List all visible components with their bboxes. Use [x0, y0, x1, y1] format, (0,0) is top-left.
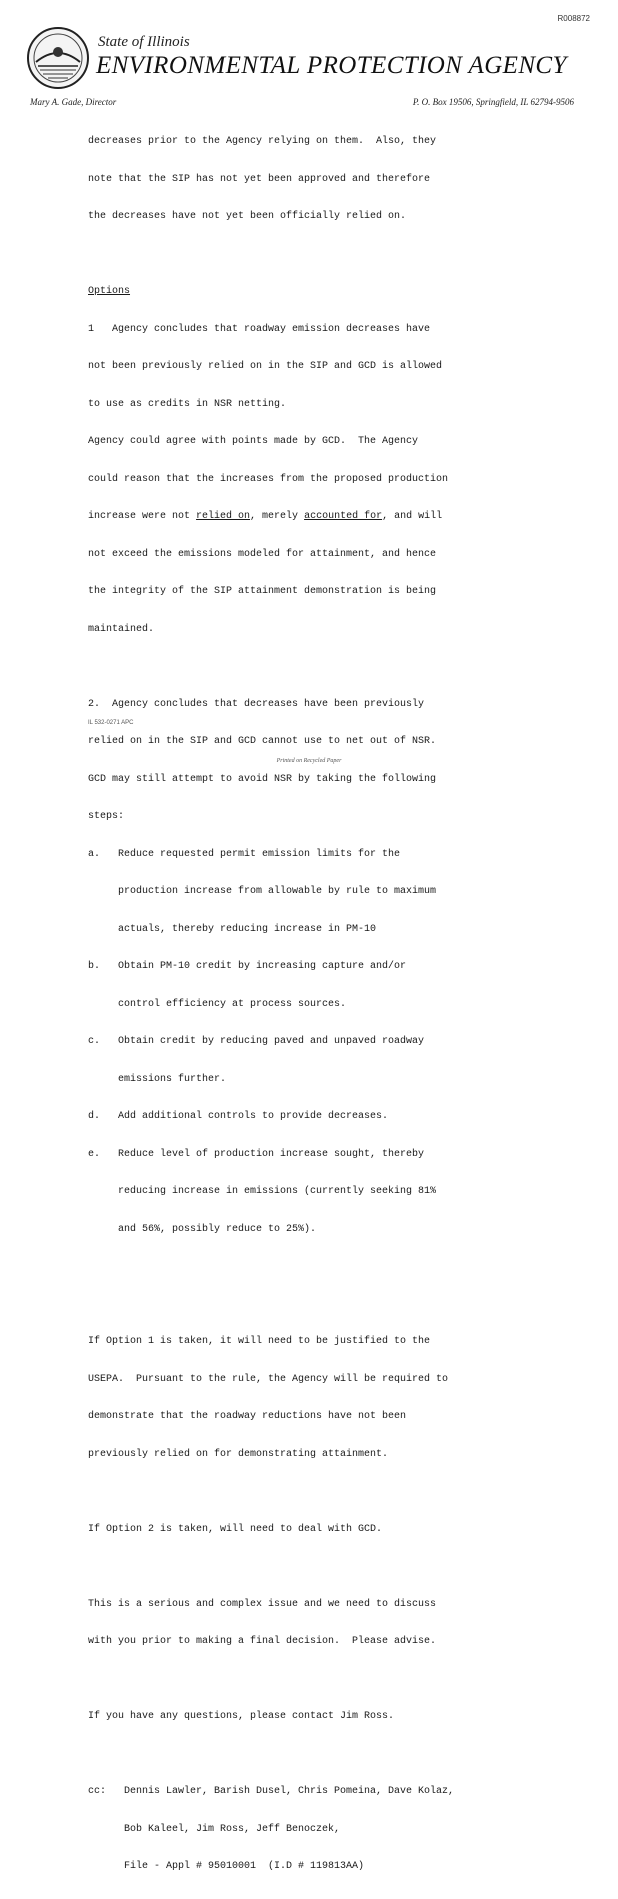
option1-line: not exceed the emissions modeled for attainment, and hence: [88, 548, 437, 560]
agency-address: P. O. Box 19506, Springfield, IL 62794-9506: [412, 97, 574, 107]
closing1-line: demonstrate that the roadway reductions have not been: [88, 1411, 407, 1422]
step-line: a. Reduce requested permit emission limits for the: [88, 848, 401, 860]
closing1-line: previously relied on for demonstrating attainment.: [88, 1448, 389, 1460]
cc-line: Bob Kaleel, Jim Ross, Jeff Benoczek,: [88, 1823, 341, 1835]
step-line: production increase from allowable by rule to maximum: [88, 886, 437, 897]
intro-line: note that the SIP has not yet been approved and therefore: [88, 173, 431, 185]
options-heading: Options: [88, 286, 131, 297]
option1-line-underlined: increase were not relied on, merely accounted for, and will: [88, 511, 443, 522]
option1-line: to use as credits in NSR netting.: [88, 398, 287, 410]
step-line: actuals, thereby reducing increase in PM-10: [88, 923, 377, 935]
step-line: b. Obtain PM-10 credit by increasing capture and/or: [88, 961, 407, 972]
option2-line: relied on in the SIP and GCD cannot use to net out of NSR.: [88, 736, 437, 747]
option1-line: Agency could agree with points made by GCD. The Agency: [88, 436, 419, 447]
option1-line: 1 Agency concludes that roadway emission decreases have: [88, 323, 431, 335]
form-code: IL 532-0271 APC: [88, 720, 134, 726]
option1-line: could reason that the increases from the proposed production: [88, 473, 449, 485]
document-id: R008872: [557, 14, 590, 23]
closing1-line: USEPA. Pursuant to the rule, the Agency will be required to: [88, 1373, 449, 1385]
step-line: control efficiency at process sources.: [88, 998, 347, 1010]
step-line: c. Obtain credit by reducing paved and unpaved roadway: [88, 1036, 425, 1047]
step-line: and 56%, possibly reduce to 25%).: [88, 1223, 317, 1235]
cc-line: File - Appl # 95010001 (I.D # 119813AA): [88, 1861, 365, 1872]
illinois-epa-seal-logo: [26, 26, 90, 90]
closing3-line: This is a serious and complex issue and we need to discuss: [88, 1598, 437, 1610]
intro-line: decreases prior to the Agency relying on them. Also, they: [88, 136, 437, 147]
director-name: Mary A. Gade, Director: [30, 97, 117, 107]
closing1-line: If Option 1 is taken, it will need to be justified to the: [88, 1336, 431, 1347]
closing4-line: If you have any questions, please contact Jim Ross.: [88, 1711, 395, 1722]
option1-line: the integrity of the SIP attainment demonstration is being: [88, 586, 437, 597]
option1-line: maintained.: [88, 623, 155, 635]
step-line: reducing increase in emissions (currently seeking 81%: [88, 1186, 437, 1197]
memo-body: [88, 111, 528, 1899]
option2-line: GCD may still attempt to avoid NSR by taking the following: [88, 773, 437, 785]
step-line: d. Add additional controls to provide decreases.: [88, 1111, 389, 1122]
closing2-line: If Option 2 is taken, will need to deal with GCD.: [88, 1523, 383, 1535]
agency-name: ENVIRONMENTAL PROTECTION AGENCY: [96, 52, 567, 79]
cc-line: cc: Dennis Lawler, Barish Dusel, Chris Pomeina, Dave Kolaz,: [88, 1786, 455, 1797]
step-line: emissions further.: [88, 1073, 227, 1085]
option2-line: steps:: [88, 811, 125, 822]
closing3-line: with you prior to making a final decision. Please advise.: [88, 1636, 437, 1647]
option2-line: 2. Agency concludes that decreases have been previously: [88, 698, 425, 710]
recycled-paper-note: Printed on Recycled Paper: [276, 758, 342, 764]
option1-line: not been previously relied on in the SIP and GCD is allowed: [88, 361, 443, 372]
state-name: State of Illinois: [98, 34, 190, 50]
step-line: e. Reduce level of production increase sought, thereby: [88, 1148, 425, 1160]
intro-line: the decreases have not yet been officially relied on.: [88, 211, 407, 222]
